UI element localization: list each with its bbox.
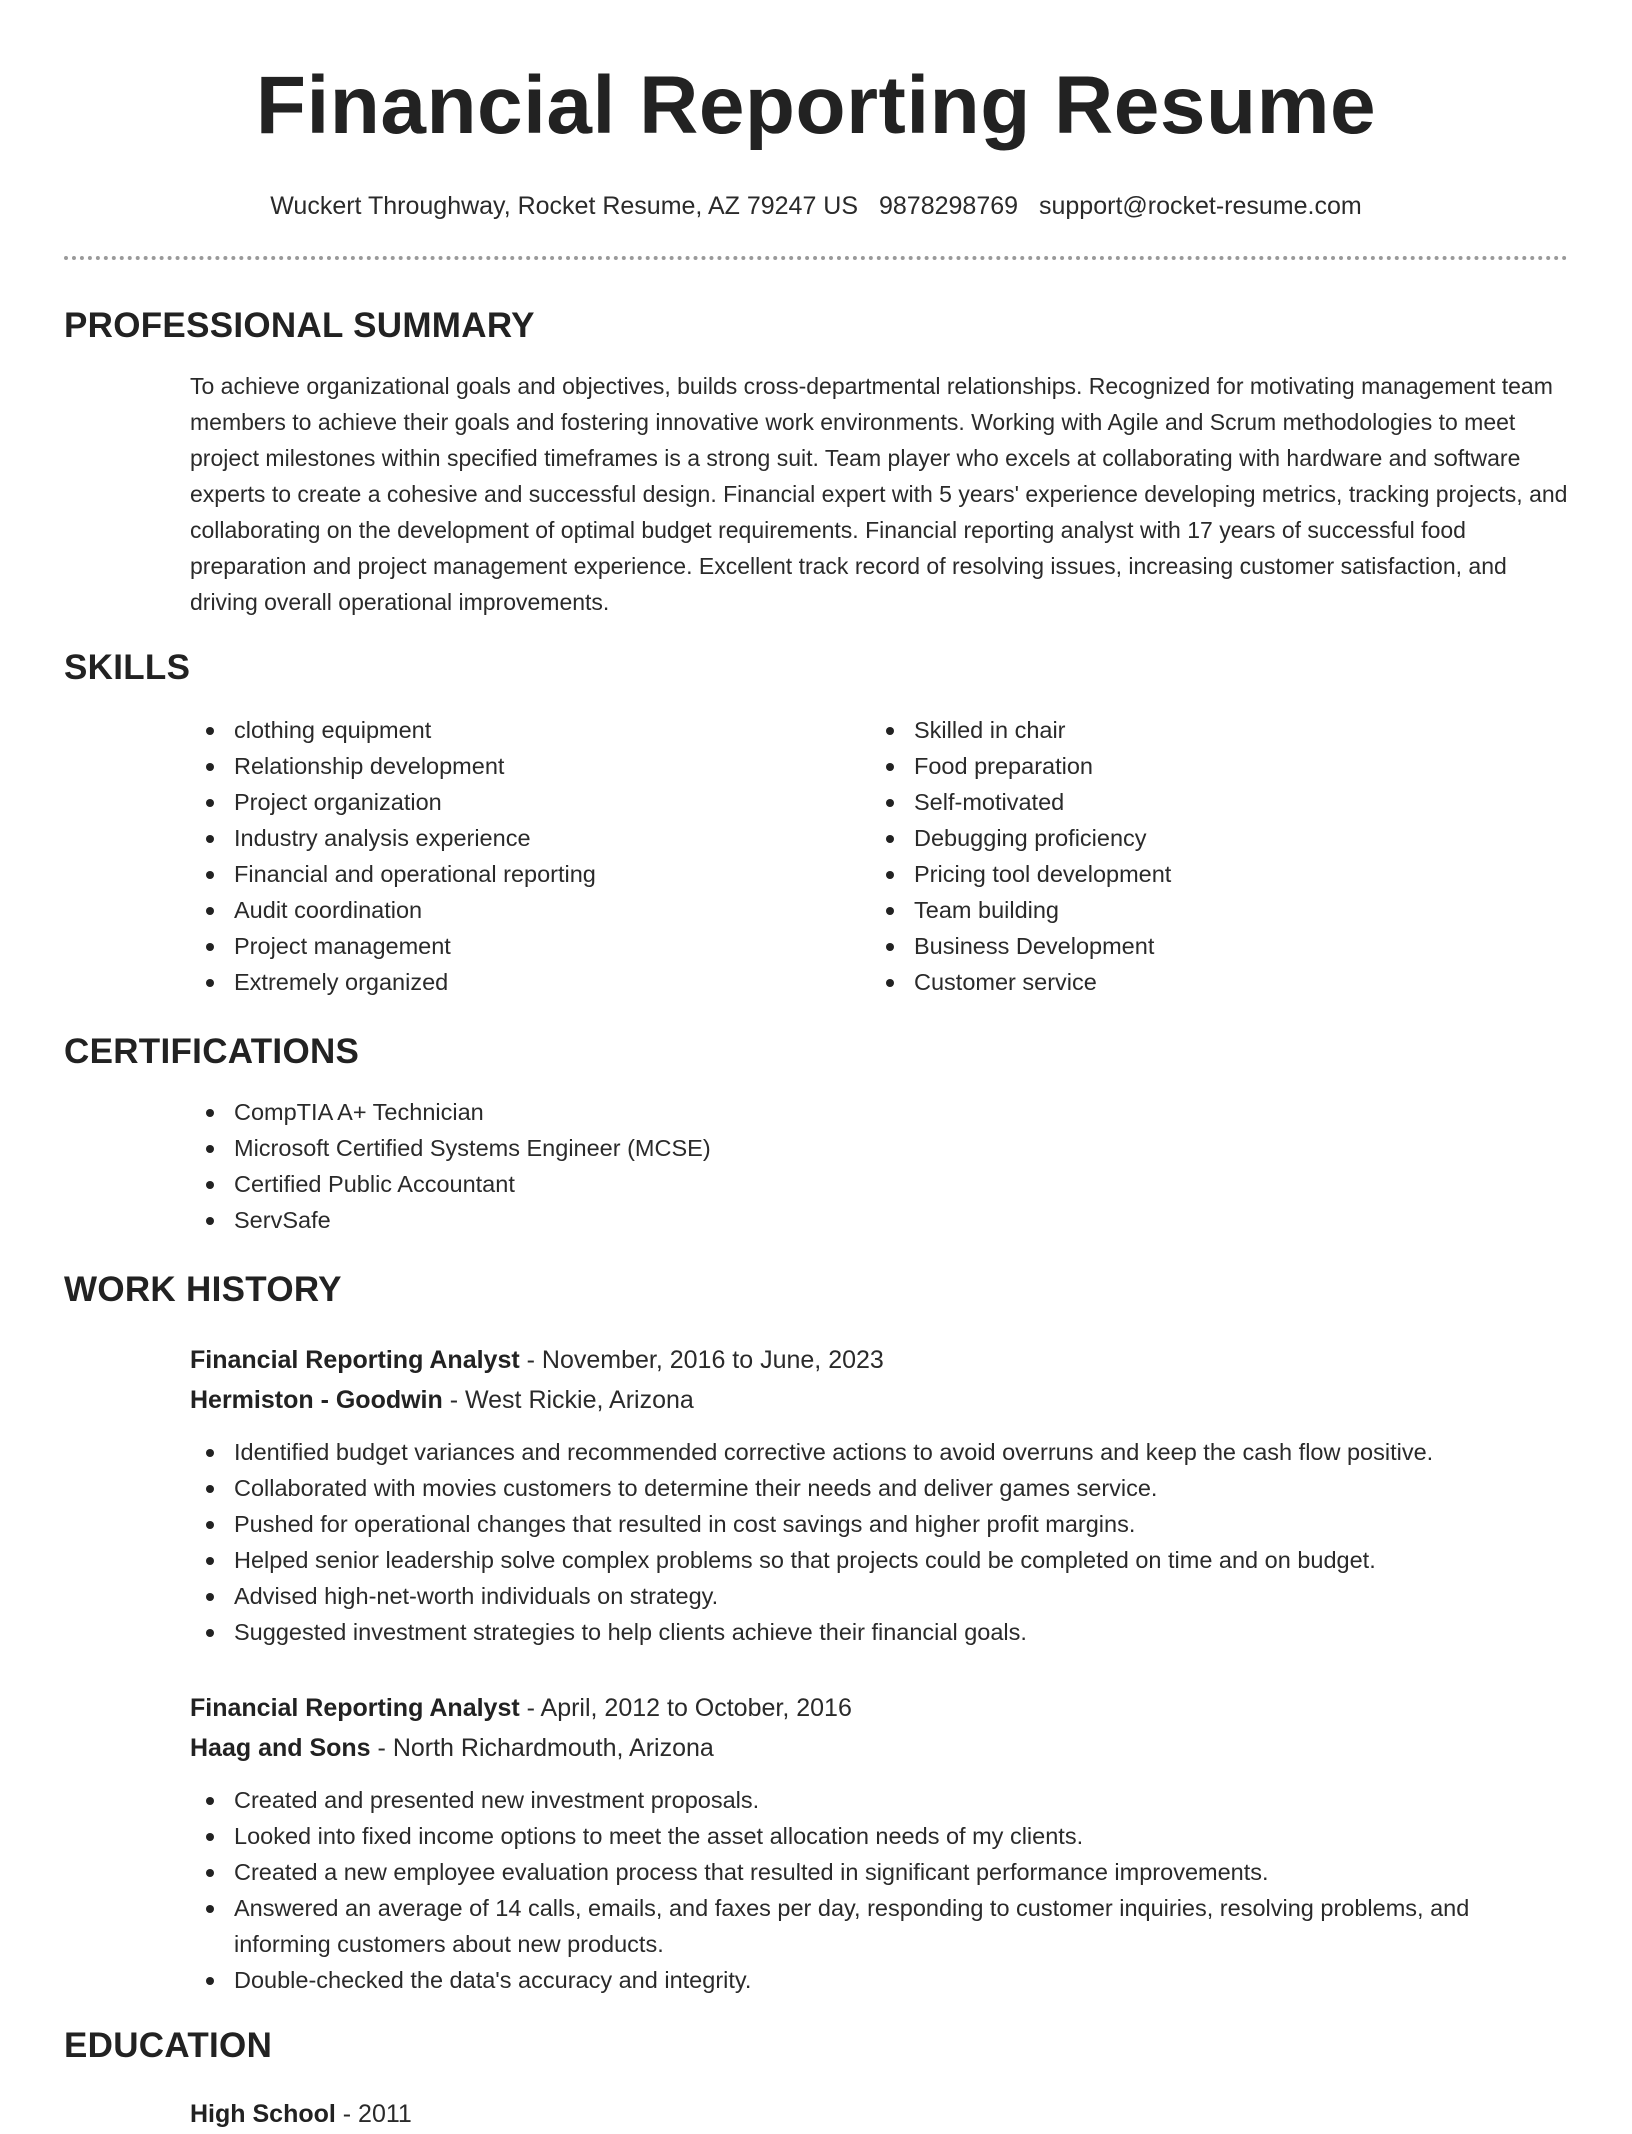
skills-list-left	[190, 712, 870, 1000]
job-duty: Pushed for operational changes that resulted in cost savings and higher profit margins.	[190, 1506, 1568, 1542]
skill-item: Project management	[190, 928, 870, 964]
job-title: Financial Reporting Analyst	[190, 1694, 520, 1722]
job-duty: Double-checked the data's accuracy and integrity.	[190, 1962, 1568, 1998]
page-title: Financial Reporting Resume	[255, 60, 1377, 151]
phone-text: 9878298769	[879, 192, 1019, 220]
work-history-section	[64, 1268, 1568, 1998]
skill-item: Project organization	[190, 784, 870, 820]
job-entry	[190, 1340, 1568, 1650]
job-entry	[190, 1688, 1568, 1998]
job-title-line	[190, 1340, 1568, 1380]
email-text: support@rocket-resume.com	[1039, 192, 1362, 220]
contact-info	[64, 190, 1568, 222]
job-title: Financial Reporting Analyst	[190, 1346, 520, 1374]
skill-item: Customer service	[870, 964, 1550, 1000]
certification-item: ServSafe	[190, 1202, 1568, 1238]
job-duty: Helped senior leadership solve complex problems so that projects could be completed on time and on budget.	[190, 1542, 1568, 1578]
job-company: Haag and Sons	[190, 1734, 371, 1762]
skill-item: Team building	[870, 892, 1550, 928]
certification-item: Microsoft Certified Systems Engineer (MCSE)	[190, 1130, 1568, 1166]
certification-item: CompTIA A+ Technician	[190, 1094, 1568, 1130]
skills-list-right	[870, 712, 1550, 1000]
job-location: - North Richardmouth, Arizona	[377, 1734, 714, 1762]
education-year: - 2011	[342, 2100, 412, 2128]
skill-item: Industry analysis experience	[190, 820, 870, 856]
education-section	[64, 2024, 1568, 2134]
job-duty: Answered an average of 14 calls, emails, and faxes per day, responding to customer inquiries, resolving problems, and informing customers about new products.	[190, 1890, 1568, 1962]
job-duties-list	[190, 1434, 1568, 1650]
summary-text: To achieve organizational goals and objectives, builds cross-departmental relationships. Recognized for motivating management team members to achieve their goals and fostering innovative work environments. Working with Agile and Scrum methodologies to meet project milestones within specified timeframes is a strong suit. Team player who excels at collaborating with hardware and software experts to create a cohesive and successful design. Financial expert with 5 years' experience developing metrics, tracking projects, and collaborating on the development of optimal budget requirements. Financial reporting analyst with 17 years of successful food preparation and project management experience. Excellent track record of resolving issues, increasing customer satisfaction, and driving overall operational improvements.	[190, 373, 1568, 615]
skills-heading: SKILLS	[64, 648, 191, 687]
skill-item: Audit coordination	[190, 892, 870, 928]
job-duty: Looked into fixed income options to meet the asset allocation needs of my clients.	[190, 1818, 1568, 1854]
address-text: Wuckert Throughway, Rocket Resume, AZ 79247 US	[270, 192, 859, 220]
skill-item: Food preparation	[870, 748, 1550, 784]
job-duty: Created a new employee evaluation process that resulted in significant performance improvements.	[190, 1854, 1568, 1890]
education-degree: High School	[190, 2100, 336, 2128]
job-dates: - April, 2012 to October, 2016	[526, 1694, 852, 1722]
skill-item: Debugging proficiency	[870, 820, 1550, 856]
job-title-line	[190, 1688, 1568, 1728]
job-company-line	[190, 1728, 1568, 1768]
job-duty: Collaborated with movies customers to determine their needs and deliver games service.	[190, 1470, 1568, 1506]
job-duty: Advised high-net-worth individuals on strategy.	[190, 1578, 1568, 1614]
job-company: Hermiston - Goodwin	[190, 1386, 443, 1414]
header-divider	[64, 256, 1568, 260]
certifications-heading: CERTIFICATIONS	[64, 1032, 360, 1071]
job-duty: Created and presented new investment proposals.	[190, 1782, 1568, 1818]
job-company-line	[190, 1380, 1568, 1420]
summary-heading: PROFESSIONAL SUMMARY	[64, 306, 535, 345]
work-history-heading: WORK HISTORY	[64, 1270, 342, 1309]
certifications-section	[64, 1030, 1568, 1238]
skill-item: Relationship development	[190, 748, 870, 784]
skill-item: Business Development	[870, 928, 1550, 964]
certifications-list	[190, 1094, 1568, 1238]
job-dates: - November, 2016 to June, 2023	[526, 1346, 884, 1374]
education-heading: EDUCATION	[64, 2026, 273, 2065]
skills-section	[64, 646, 1568, 1000]
skill-item: Skilled in chair	[870, 712, 1550, 748]
skill-item: Financial and operational reporting	[190, 856, 870, 892]
skill-item: Self-motivated	[870, 784, 1550, 820]
job-location: - West Rickie, Arizona	[449, 1386, 694, 1414]
job-duty: Suggested investment strategies to help clients achieve their financial goals.	[190, 1614, 1568, 1650]
certification-item: Certified Public Accountant	[190, 1166, 1568, 1202]
skill-item: clothing equipment	[190, 712, 870, 748]
skill-item: Extremely organized	[190, 964, 870, 1000]
summary-section	[64, 304, 1568, 620]
skill-item: Pricing tool development	[870, 856, 1550, 892]
education-entry	[190, 2094, 1568, 2134]
job-duty: Identified budget variances and recommended corrective actions to avoid overruns and keep the cash flow positive.	[190, 1434, 1568, 1470]
job-duties-list	[190, 1782, 1568, 1998]
